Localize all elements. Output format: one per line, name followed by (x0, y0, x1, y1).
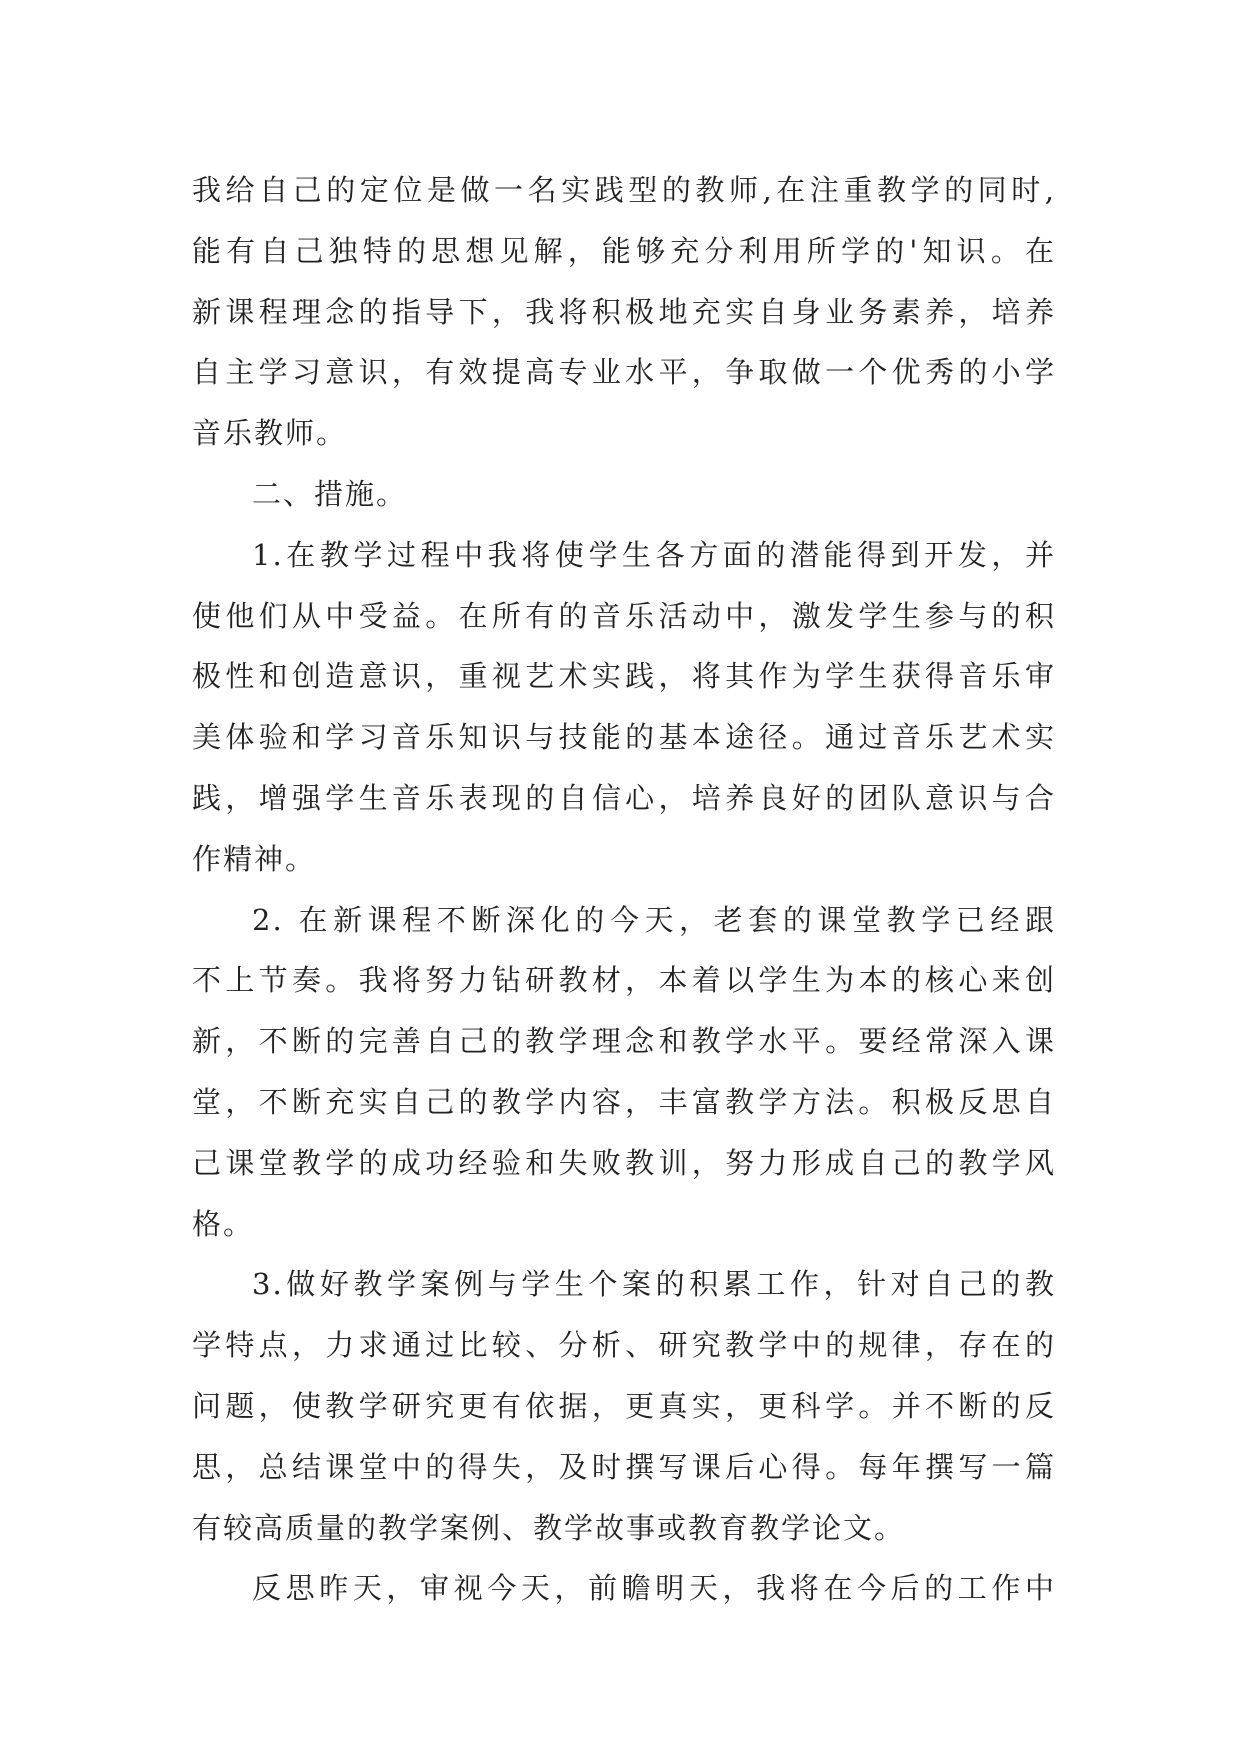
text-line: 3.做好教学案例与学生个案的积累工作，针对自己的教 (252, 1267, 1056, 1302)
text-line: 格。 (192, 1206, 255, 1241)
text-line: 不上节奏。我将努力钻研教材，本着以学生为本的核心来创 (192, 963, 1056, 998)
text-line: 音乐教师。 (192, 416, 348, 451)
text-line: 思，总结课堂中的得失，及时撰写课后心得。每年撰写一篇 (192, 1449, 1056, 1484)
text-line: 新，不断的完善自己的教学理念和教学水平。要经常深入课 (192, 1024, 1056, 1059)
text-line: 2. 在新课程不断深化的今天，老套的课堂教学已经跟 (252, 902, 1056, 937)
text-line: 己课堂教学的成功经验和失败教训，努力形成自己的教学风 (192, 1145, 1056, 1180)
text-line: 堂，不断充实自己的教学内容，丰富教学方法。积极反思自 (192, 1084, 1056, 1119)
text-line: 作精神。 (192, 841, 317, 876)
document-body (192, 160, 1056, 1619)
text-line: 二、措施。 (252, 476, 408, 511)
text-line: 美体验和学习音乐知识与技能的基本途径。通过音乐艺术实 (192, 720, 1056, 755)
text-line: 我给自己的定位是做一名实践型的教师,在注重教学的同时, (192, 173, 1056, 207)
text-line: 学特点，力求通过比较、分析、研究教学中的规律，存在的 (192, 1328, 1056, 1363)
text-line: 问题，使教学研究更有依据，更真实，更科学。并不断的反 (192, 1388, 1056, 1423)
text-line: 1.在教学过程中我将使学生各方面的潜能得到开发，并 (252, 537, 1056, 572)
text-line: 践，增强学生音乐表现的自信心，培养良好的团队意识与合 (192, 780, 1056, 815)
text-line: 能有自己独特的思想见解，能够充分利用所学的'知识。在 (192, 233, 1056, 268)
text-line: 新课程理念的指导下，我将积极地充实自身业务素养，培养 (192, 294, 1056, 329)
text-line: 极性和创造意识，重视艺术实践，将其作为学生获得音乐审 (192, 659, 1056, 694)
text-line: 有较高质量的教学案例、教学故事或教育教学论文。 (192, 1510, 906, 1545)
text-line: 使他们从中受益。在所有的音乐活动中，激发学生参与的积 (192, 598, 1056, 633)
text-line: 自主学习意识，有效提高专业水平，争取做一个优秀的小学 (192, 355, 1056, 390)
text-line: 反思昨天，审视今天，前瞻明天，我将在今后的工作中 (252, 1571, 1056, 1606)
